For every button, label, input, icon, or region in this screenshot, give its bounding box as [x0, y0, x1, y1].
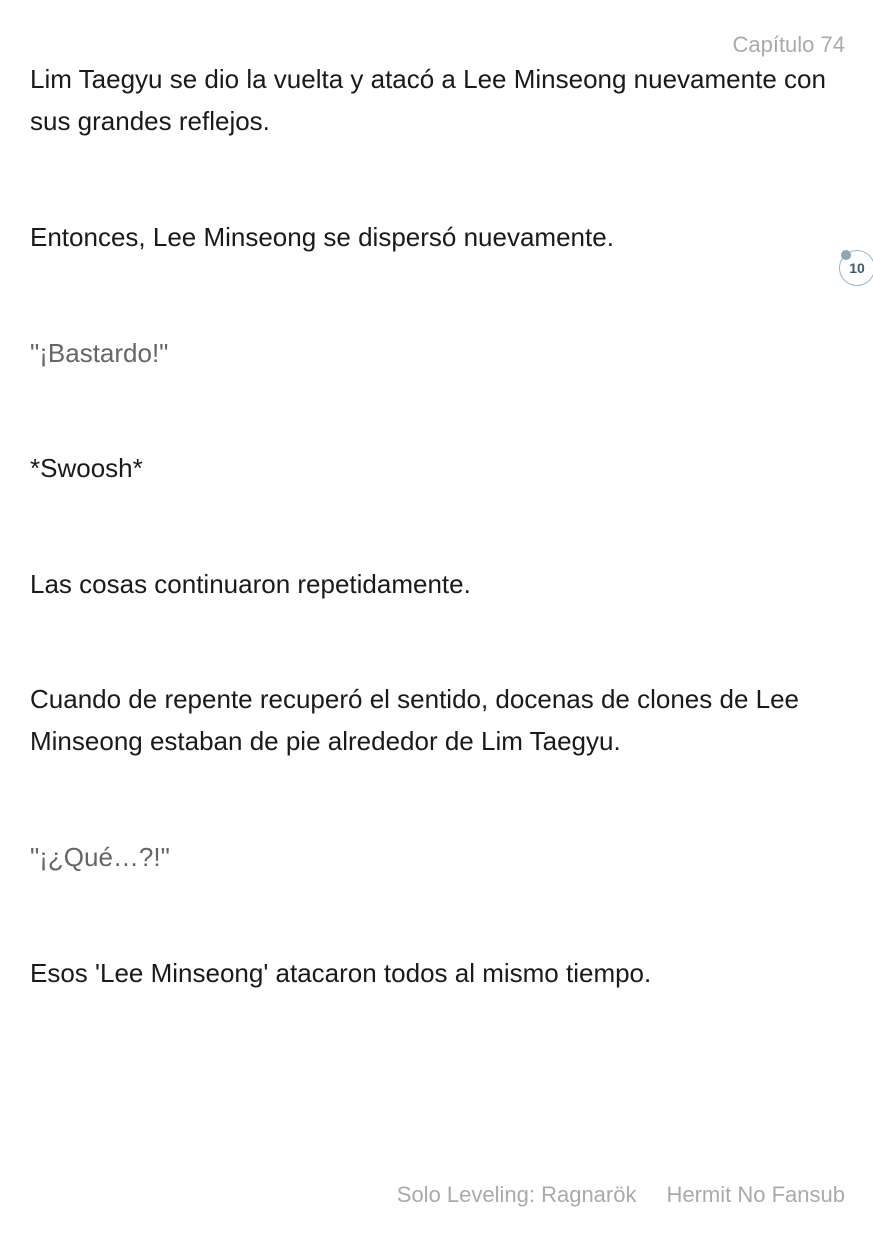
paragraph-1: Lim Taegyu se dio la vuelta y atacó a Lee Minseong nuevamente con sus grandes reflejos.: [30, 64, 826, 136]
paragraph-2: Entonces, Lee Minseong se dispersó nuevamente.: [30, 222, 614, 252]
paragraph-5: Las cosas continuaron repetidamente.: [30, 569, 471, 599]
page-footer: [397, 1182, 845, 1208]
badge-indicator-dot: [841, 250, 851, 260]
footer-credit: Hermit No Fansub: [666, 1182, 845, 1207]
paragraph-7: "¡¿Qué…?!": [30, 842, 170, 872]
footer-title: Solo Leveling: Ragnarök: [396, 1182, 637, 1207]
chapter-header: Capítulo 74: [732, 32, 845, 57]
paragraph-3: "¡Bastardo!": [30, 338, 169, 368]
paragraph-6: Cuando de repente recuperó el sentido, docenas de clones de Lee Minseong estaban de pie alrededor de Lim Taegyu.: [30, 684, 800, 756]
paragraph-4: *Swoosh*: [30, 453, 143, 483]
paragraph-8: Esos 'Lee Minseong' atacaron todos al mismo tiempo.: [30, 958, 652, 988]
comment-count-badge[interactable]: 10: [839, 250, 873, 286]
